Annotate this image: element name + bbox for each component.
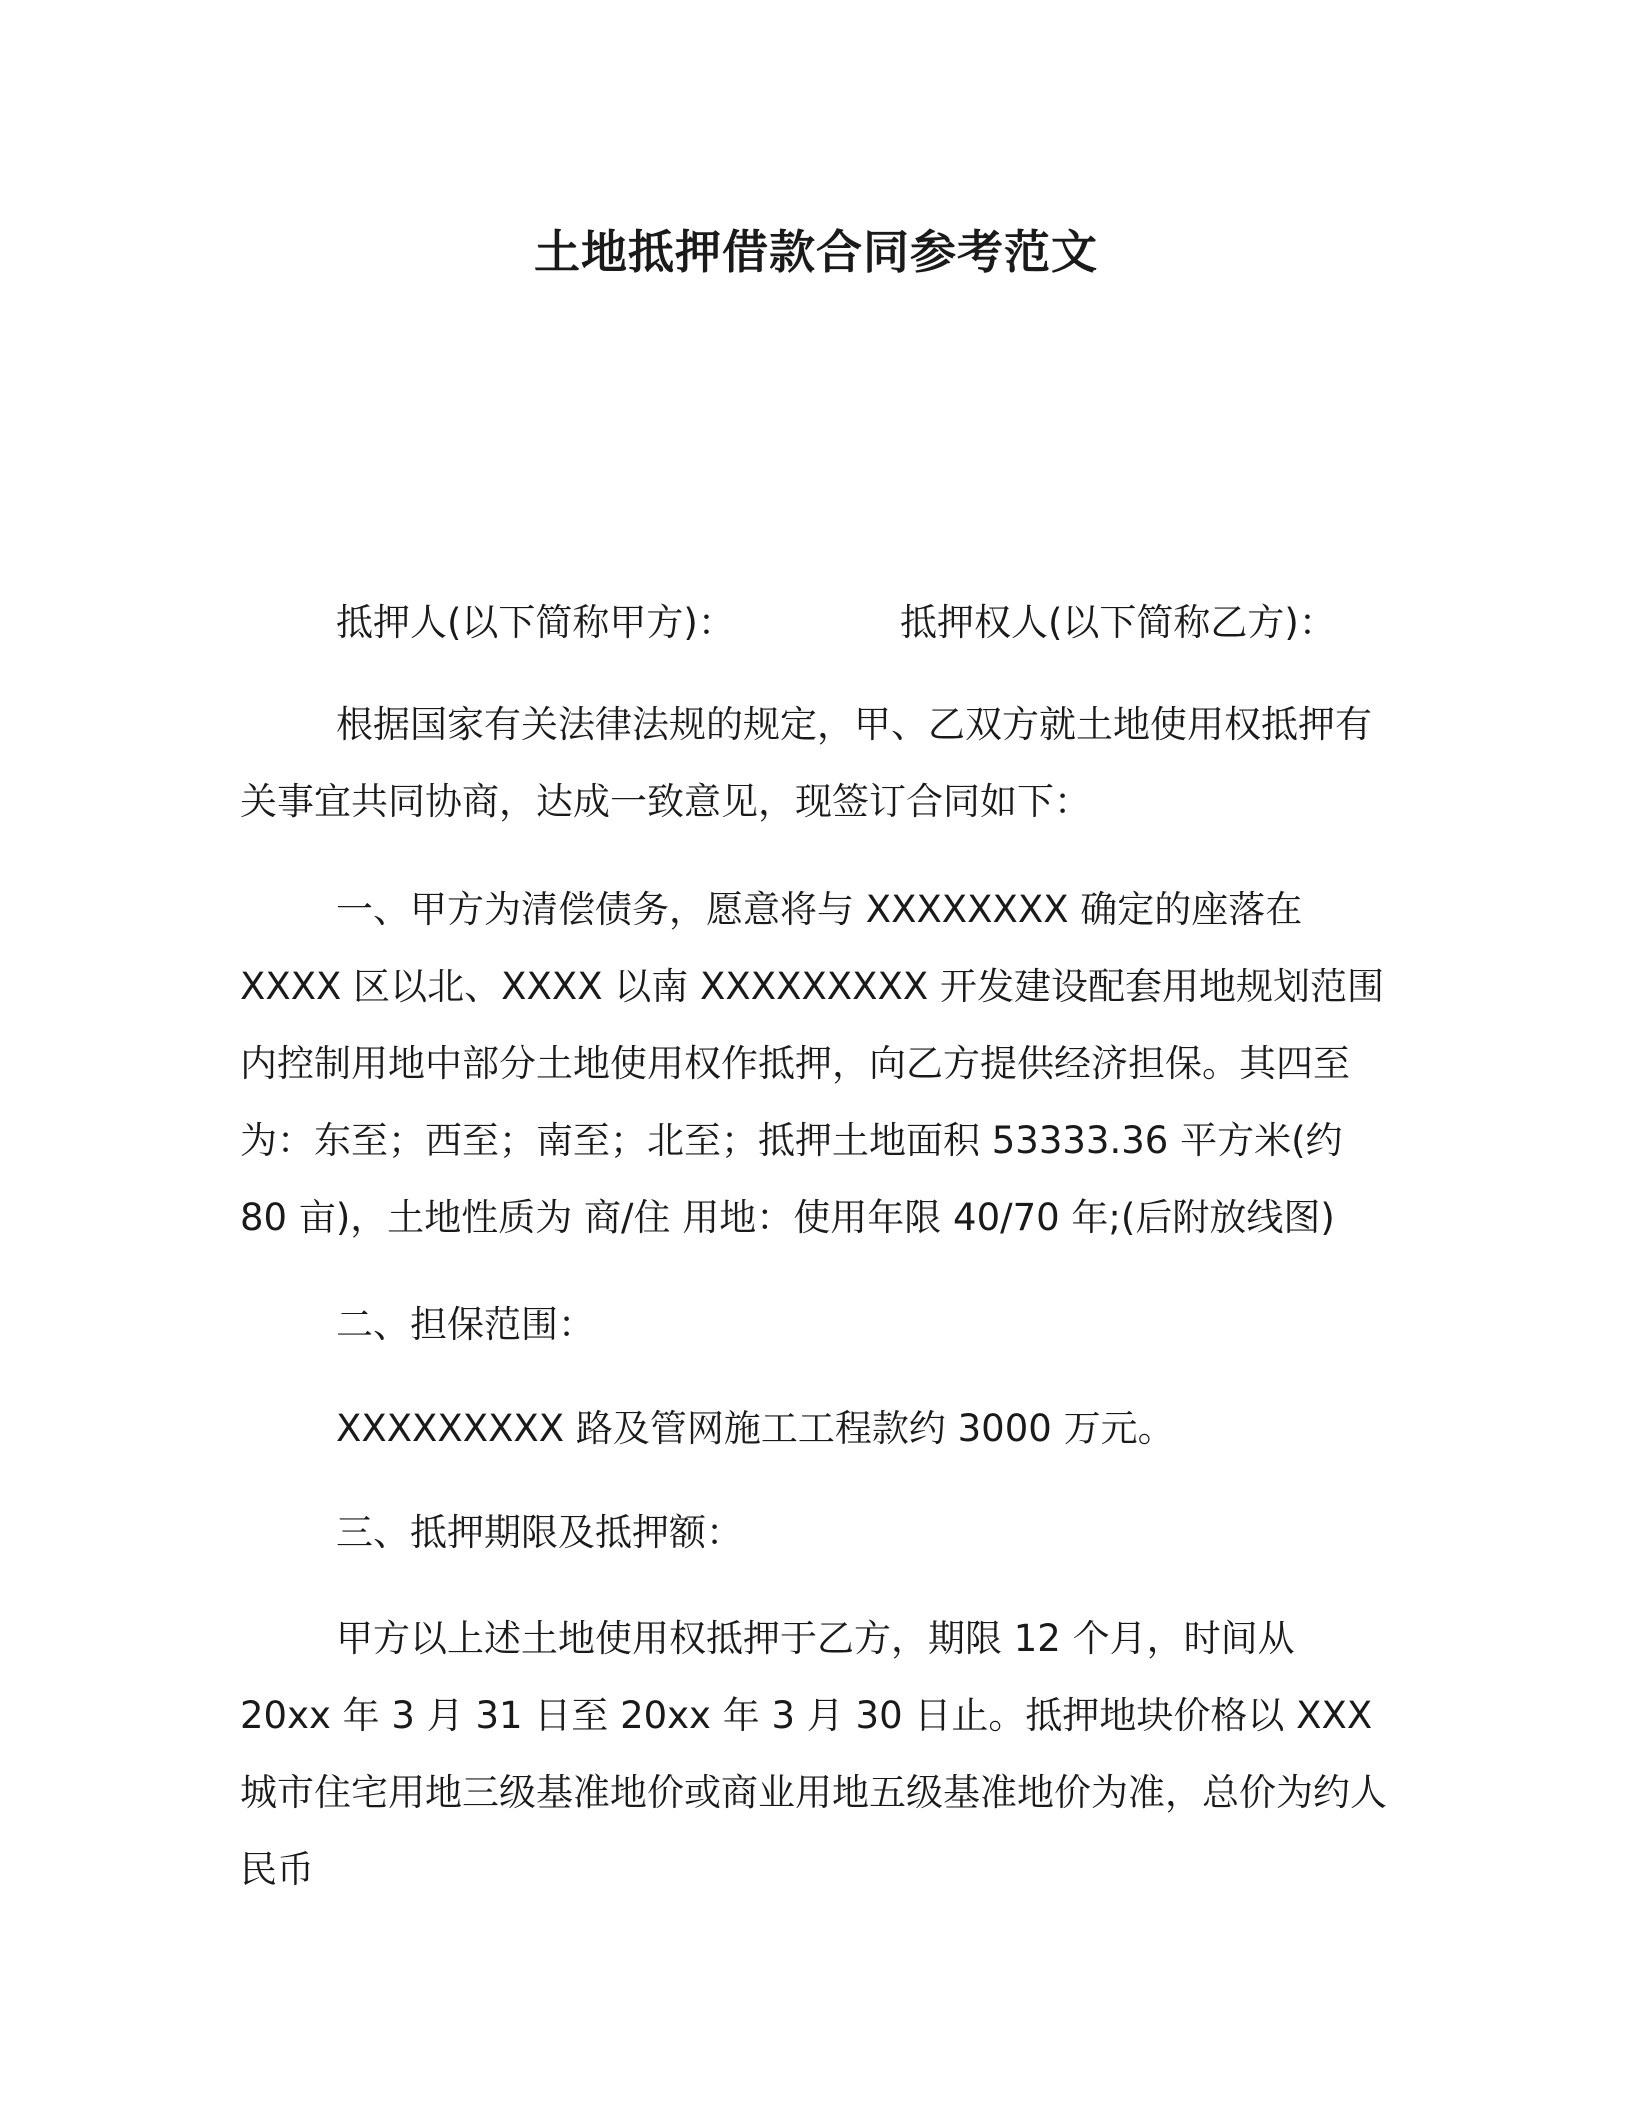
parties-line xyxy=(336,592,1392,654)
section-3-heading xyxy=(240,1494,1392,1571)
document-title: 土地抵押借款合同参考范文 xyxy=(534,225,1098,279)
section-2-heading-text: 二、担保范围： xyxy=(336,1303,595,1346)
section-3-body xyxy=(240,1600,1392,1908)
section-2-body-text: XXXXXXXXX 路及管网施工工程款约 3000 万元。 xyxy=(336,1407,1175,1450)
basis-paragraph xyxy=(240,686,1392,840)
section-2-heading xyxy=(240,1286,1392,1363)
basis-text: 根据国家有关法律法规的规定，甲、乙双方就土地使用权抵押有关事宜共同协商，达成一致意见，现签订合同如下： xyxy=(240,703,1372,823)
mortgagee-label: 抵押权人(以下简称乙方)： xyxy=(900,601,1336,644)
section-1-paragraph xyxy=(240,871,1392,1256)
section-3-body-text: 甲方以上述土地使用权抵押于乙方，期限 12 个月，时间从 20xx 年 3 月 31 日至 20xx 年 3 月 30 日止。抵押地块价格以 XXX 城市住宅用地三级基准地价或商业用地五级基准地价为准，总价为约人民币 xyxy=(240,1617,1387,1891)
section-3-heading-text: 三、抵押期限及抵押额： xyxy=(336,1511,743,1554)
section-2-body xyxy=(240,1390,1392,1467)
section-1-text: 一、甲方为清偿债务，愿意将与 XXXXXXXX 确定的座落在 XXXX 区以北、XXXX 以南 XXXXXXXXX 开发建设配套用地规划范围内控制用地中部分土地使用权作抵押，向乙方提供经济担保。其四至为：东至；西至；南至；北至；抵押土地面积 53333.36 平方米(约 80 亩)，土地性质为 商/住 用地：使用年限 40/70 年;(后附放线图) xyxy=(240,888,1384,1239)
mortgagor-label: 抵押人(以下简称甲方)： xyxy=(336,601,735,644)
